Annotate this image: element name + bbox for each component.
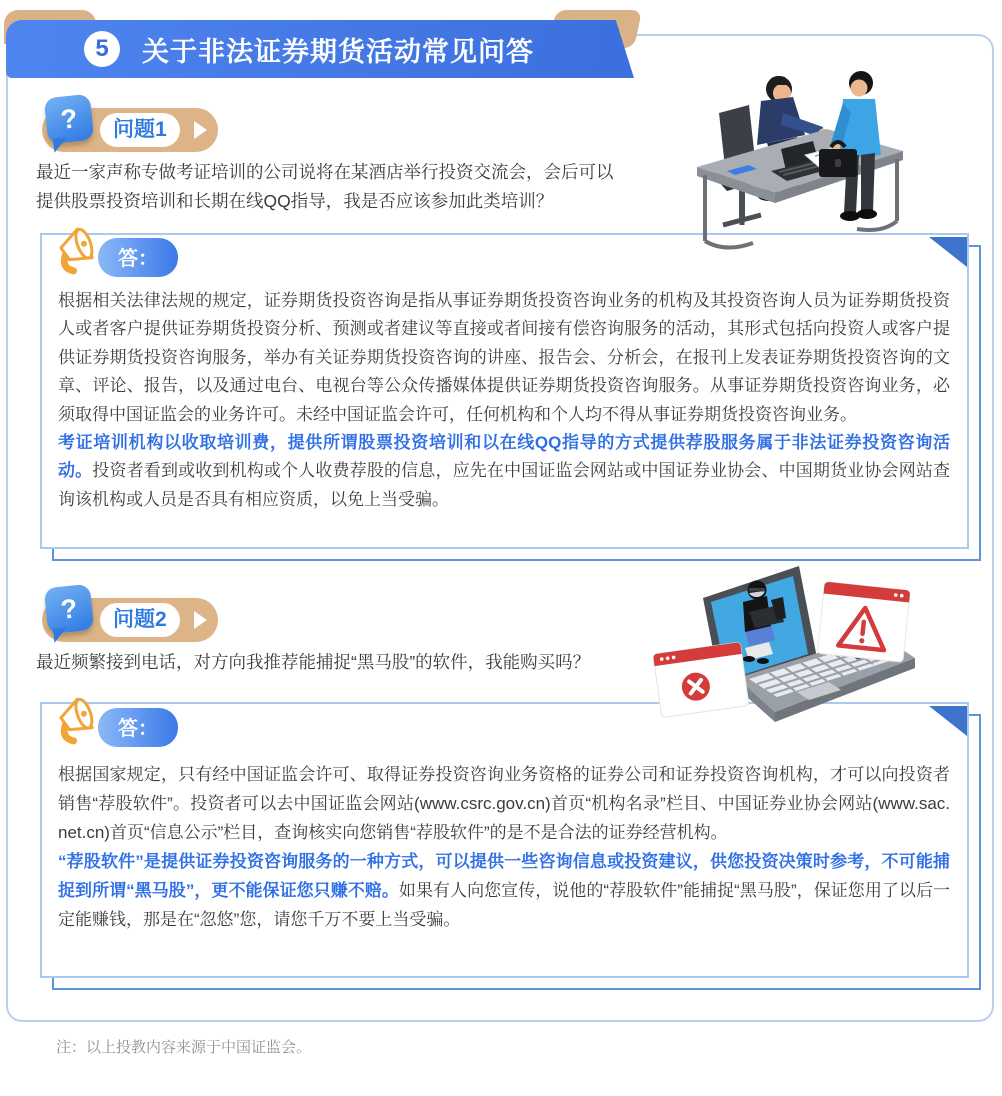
question1-text [36,158,686,216]
question2-badge [42,592,218,642]
answer1-paragraph2 [58,429,950,514]
question2-line1: 最近频繁接到电话，对方向我推荐能捕捉“黑马股”的软件，我能购买吗？ [36,652,591,672]
section-number-badge: 5 [84,31,120,67]
laptop-hacker-illustration [645,560,920,750]
answer1-rest: 投资者看到或收到机构或个人收费荐股的信息，应先在中国证监会网站或中国证券业协会、中国期货业协会网站查询该机构或人员是否具有相应资质，以免上当受骗。 [58,461,951,509]
answer1-paragraph1: 根据相关法律法规的规定，证券期货投资咨询是指从事证券期货投资咨询业务的机构及其投资咨询人员为证券期货投资人或者客户提供证券期货投资分析、预测或者建议等直接或者间接有偿咨询服务的活动，其形式包括向投资人或客户提供证券期货投资咨询服务，举办有关证券期货投资咨询的讲座、报告会、分析会，在报刊上发表证券期货投资咨询的文章、评论、报告，以及通过电台、电视台等公众传播媒体提供证券期货投资咨询服务。从事证券期货投资咨询业务，必须取得中国证监会的业务许可。未经中国证监会许可，任何机构和个人均不得从事证券期货投资咨询业务。 [58,291,950,424]
answer2-badge: 答： [98,708,178,747]
answer1-highlight: 考证培训机构以收取培训费，提供所谓股票投资培训和以在线QQ指导的方式提供荐股服务属于非法证券投资咨询活动。 [58,433,950,481]
question1-line2: 提供股票投资培训和长期在线QQ指导，我是否应该参加此类培训？ [36,191,554,211]
question-mark-icon: ? [44,584,95,635]
answer2-highlight: “荐股软件”是提供证券投资咨询服务的一种方式，可以提供一些咨询信息或投资建议，供您投资决策时参考，不可能捕捉到所谓“黑马股”，更不能保证您只赚不赔。 [58,852,950,900]
question1-line1: 最近一家声称专做考证培训的公司说将在某酒店举行投资交流会，会后可以 [36,162,614,182]
page-title: 关于非法证券期货活动常见问答 [142,36,534,67]
meeting-illustration [683,55,915,269]
arrow-right-icon [194,121,207,139]
answer2-paragraph1: 根据国家规定，只有经中国证监会许可、取得证券投资咨询业务资格的证券公司和证券投资咨询机构，才可以向投资者销售“荐股软件”。投资者可以去中国证监会网站(www.csrc.gov.cn)首页“机构名录”栏目、中国证券业协会网站(www.sac.net.cn)首页“信息公示”栏目，查询核实向您销售“荐股软件”的是不是合法的证券经营机构。 [58,765,950,842]
answer1-text [58,287,950,514]
question1-badge-label: 问题1 [100,113,180,147]
answer2-rest: 如果有人向您宣传，说他的“荐股软件”能捕捉“黑马股”，保证您用了以后一定能赚钱，那是在“忽悠”您，请您千万不要上当受骗。 [58,881,950,929]
question2-text [36,648,676,677]
megaphone-icon [50,220,106,278]
question1-badge [42,102,218,152]
answer2-paragraph2 [58,847,950,934]
answer1-badge: 答： [98,238,178,277]
question-mark-icon: ? [44,94,95,145]
question2-badge-label: 问题2 [100,603,180,637]
answer2-text [58,760,950,934]
arrow-right-icon [194,611,207,629]
source-note: 注：以上投教内容来源于中国证监会。 [56,1039,312,1056]
megaphone-icon [50,690,106,748]
header-banner [6,20,606,78]
